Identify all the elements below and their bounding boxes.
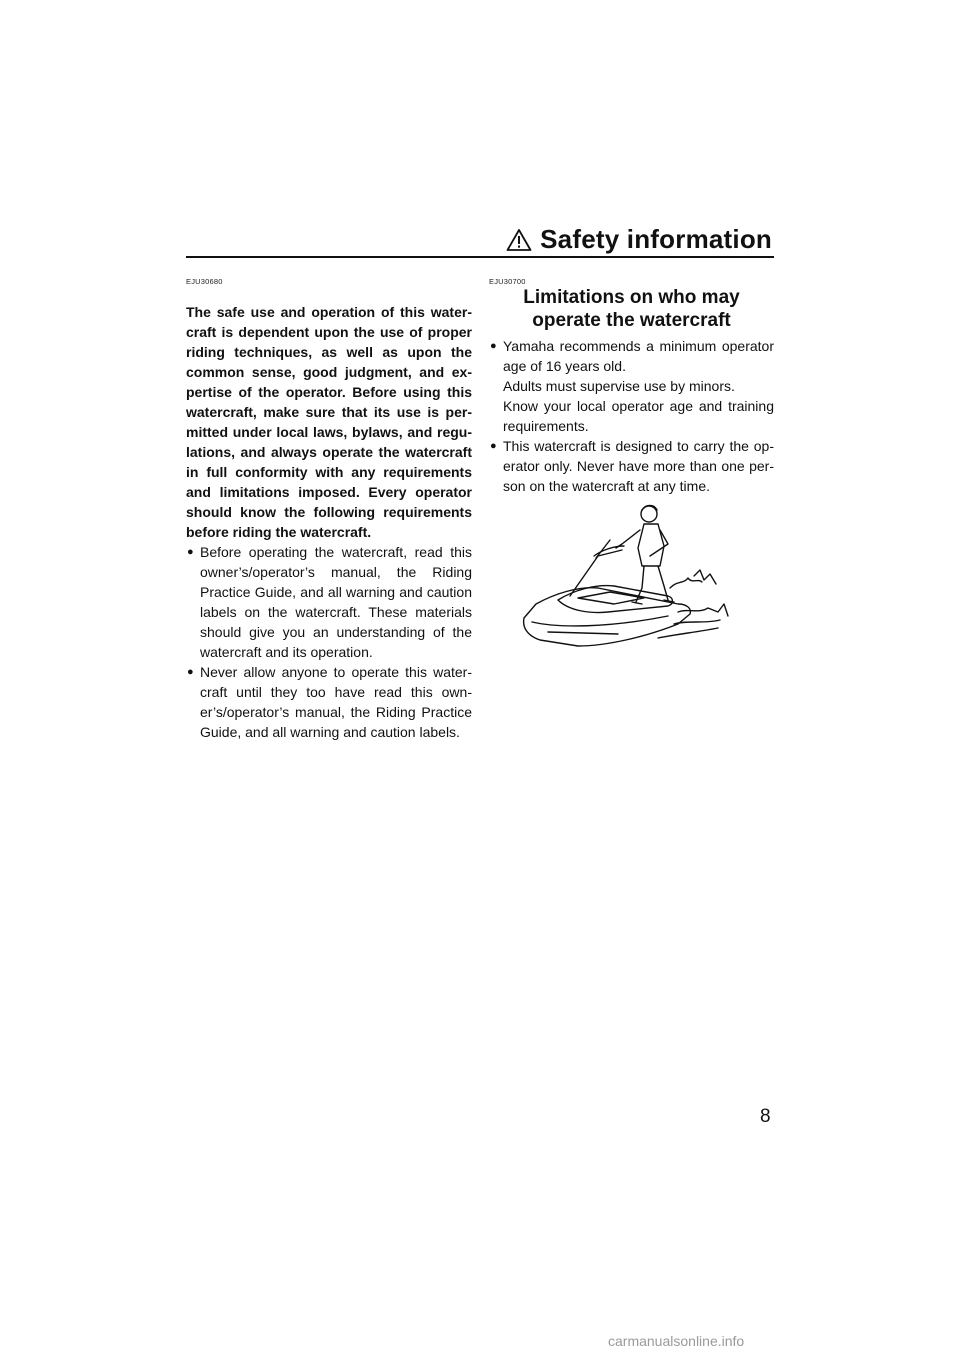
bullet-icon: ●: [490, 340, 497, 352]
requirements-list: [186, 542, 472, 742]
list-item-text: Never allow anyone to operate this water-craft until they too have read this own-er’s/operator’s manual, the Riding Practice Guide, and all warning and caution labels.: [200, 664, 472, 740]
list-item-line: This watercraft is designed to carry the op-erator only. Never have more than one per-son on the watercraft at any time.: [503, 438, 774, 494]
list-item-line: Yamaha recommends a minimum operator age of 16 years old.: [503, 338, 774, 374]
list-item-line: Adults must supervise use by minors.: [503, 378, 735, 394]
page-number: 8: [760, 1106, 771, 1127]
page-title: Safety information: [540, 224, 772, 254]
list-item-text: Before operating the watercraft, read this owner’s/operator’s manual, the Riding Practice Guide, and all warning and caution labels on the watercraft. These materials should give you an understanding of the watercraft and its operation.: [200, 544, 472, 660]
page-header: [186, 222, 774, 258]
header-title-group: [506, 224, 772, 255]
list-item: [186, 542, 472, 662]
right-column: [489, 277, 774, 496]
watermark-text: carmanualsonline.info: [608, 1333, 745, 1349]
warning-triangle-icon: [506, 228, 532, 252]
left-column: [186, 277, 472, 742]
section-code: EJU30700: [489, 277, 526, 286]
bullet-icon: ●: [187, 546, 194, 558]
section-code: EJU30680: [186, 277, 223, 286]
bullet-icon: ●: [490, 440, 497, 452]
list-item-line: Know your local operator age and training requirements.: [503, 398, 774, 434]
intro-paragraph: The safe use and operation of this water-craft is dependent upon the use of proper riding techniques, as well as upon the common sense, good judgment, and ex-pertise of the operator. Before using this watercraft, make sure that its use is per-mitted under local laws, bylaws, and regu-lations, and always operate the watercraft in full conformity with any requirements and limitations imposed. Every operator should know the following requirements before riding the watercraft.: [186, 304, 472, 540]
section-title: Limitations on who may operate the watercraft: [523, 287, 740, 331]
limitations-list: [489, 336, 774, 496]
list-item: [489, 336, 774, 436]
bullet-icon: ●: [187, 666, 194, 678]
watercraft-rider-illustration: [518, 500, 736, 650]
list-item: [186, 662, 472, 742]
list-item: [489, 436, 774, 496]
